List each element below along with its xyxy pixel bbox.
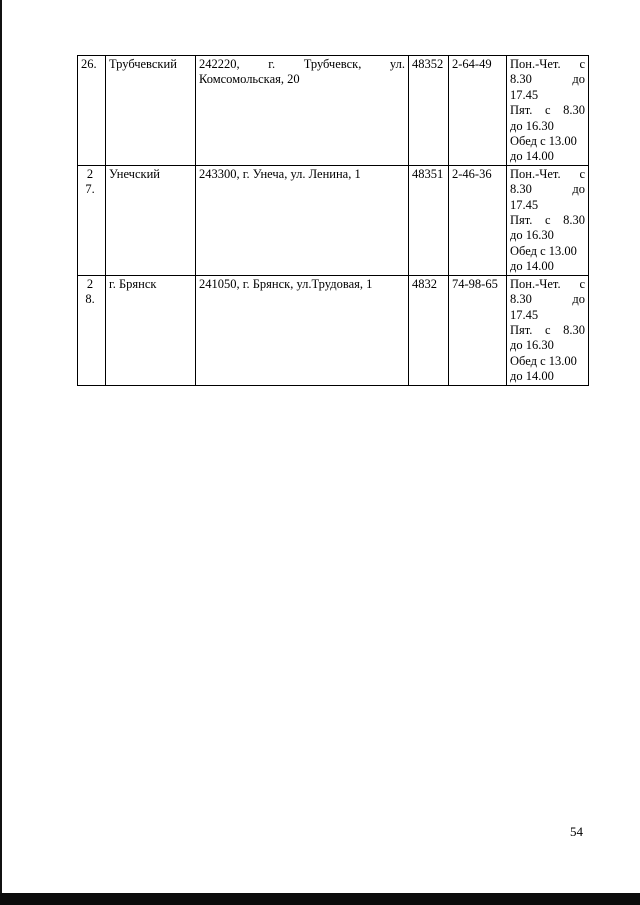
hours-line: до 16.30 (510, 228, 554, 243)
hours-line: до 14.00 (510, 369, 554, 384)
working-hours (507, 56, 589, 166)
hours-line: Пят. с 8.30 (510, 103, 585, 118)
row-number: 2 7. (78, 165, 106, 275)
phone-number: 2-46-36 (449, 165, 507, 275)
hours-line: 17.45 (510, 197, 539, 212)
hours-line: 8.30 до (510, 182, 585, 197)
hours-line: до 16.30 (510, 118, 554, 133)
working-hours (507, 275, 589, 385)
hours-line: Пят. с 8.30 (510, 213, 585, 228)
page-number: 54 (570, 824, 583, 839)
row-number: 2 8. (78, 275, 106, 385)
hours-line: Обед с 13.00 (510, 353, 577, 368)
phone-code: 4832 (409, 275, 449, 385)
hours-line: 8.30 до (510, 292, 585, 307)
office-address: 241050, г. Брянск, ул.Трудовая, 1 (196, 275, 409, 385)
hours-line: Пон.-Чет. с (510, 166, 585, 181)
working-hours (507, 165, 589, 275)
table-row (78, 165, 589, 275)
offices-table (77, 55, 589, 386)
office-address: 242220, г. Трубчевск, ул. Комсомольская, 20 (196, 56, 409, 166)
phone-code: 48351 (409, 165, 449, 275)
phone-code: 48352 (409, 56, 449, 166)
hours-line: до 16.30 (510, 338, 554, 353)
phone-number: 74-98-65 (449, 275, 507, 385)
hours-line: Пон.-Чет. с (510, 57, 585, 71)
district-name: г. Брянск (106, 275, 196, 385)
hours-line: Обед с 13.00 (510, 243, 577, 258)
table-row (78, 275, 589, 385)
hours-line: до 14.00 (510, 259, 554, 274)
scan-left-edge (0, 0, 2, 905)
hours-line: до 14.00 (510, 149, 554, 164)
phone-number: 2-64-49 (449, 56, 507, 166)
office-address: 243300, г. Унеча, ул. Ленина, 1 (196, 165, 409, 275)
district-name: Унечский (106, 165, 196, 275)
scan-bottom-edge (0, 893, 640, 905)
hours-line: 17.45 (510, 87, 539, 102)
hours-line: Пон.-Чет. с (510, 276, 585, 291)
district-name: Трубчевский (106, 56, 196, 166)
row-number: 26. (78, 56, 106, 166)
hours-line: 8.30 до (510, 72, 585, 87)
table-row (78, 56, 589, 166)
hours-line: 17.45 (510, 307, 539, 322)
hours-line: Пят. с 8.30 (510, 322, 585, 337)
hours-line: Обед с 13.00 (510, 134, 577, 149)
